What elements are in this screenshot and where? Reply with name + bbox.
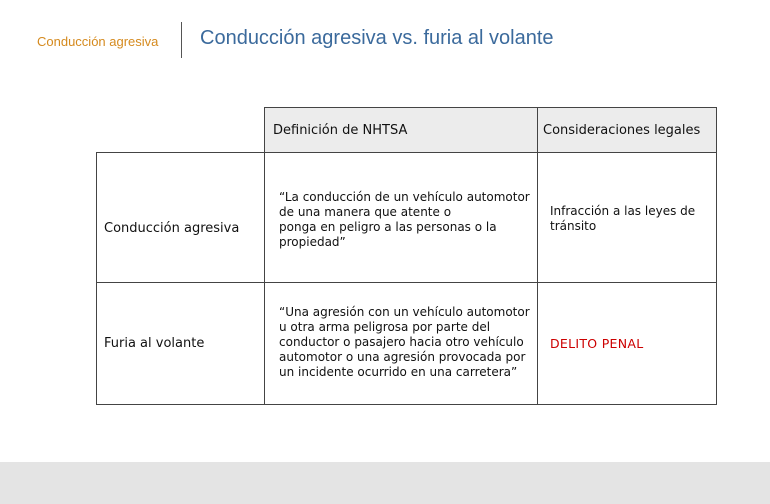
table-row-label: [96, 152, 265, 283]
page-title: Conducción agresiva vs. furia al volante: [200, 27, 554, 49]
definition-text: “Una agresión con un vehículo automotor u otra arma peligrosa por parte del conductor o pasajero hacia otro vehículo automotor o una agresión provocada por un incidente ocurrido en una carretera”: [279, 305, 530, 379]
header-divider: [181, 22, 182, 58]
table-cell-definition: [264, 152, 538, 283]
table-row-label: [96, 282, 265, 405]
table-cell-legal: [537, 282, 717, 405]
table-cell-definition: [264, 282, 538, 405]
section-label: Conducción agresiva: [37, 34, 159, 49]
row-label-text: Furia al volante: [104, 336, 205, 351]
legal-highlight-text: DELITO PENAL: [550, 336, 644, 351]
row-label-text: Conducción agresiva: [104, 221, 240, 236]
legal-text: Infracción a las leyes de tránsito: [550, 204, 696, 233]
column-header-legal-label: Consideraciones legales: [543, 122, 701, 138]
table-cell-legal: [537, 152, 717, 283]
column-header-definition: [264, 107, 538, 153]
column-header-definition-label: Definición de NHTSA: [273, 122, 408, 138]
column-header-legal: [537, 107, 717, 153]
definition-text: “La conducción de un vehículo automotor de una manera que atente o ponga en peligro a las personas o la propiedad”: [279, 189, 530, 249]
footer-bar: [0, 462, 770, 504]
